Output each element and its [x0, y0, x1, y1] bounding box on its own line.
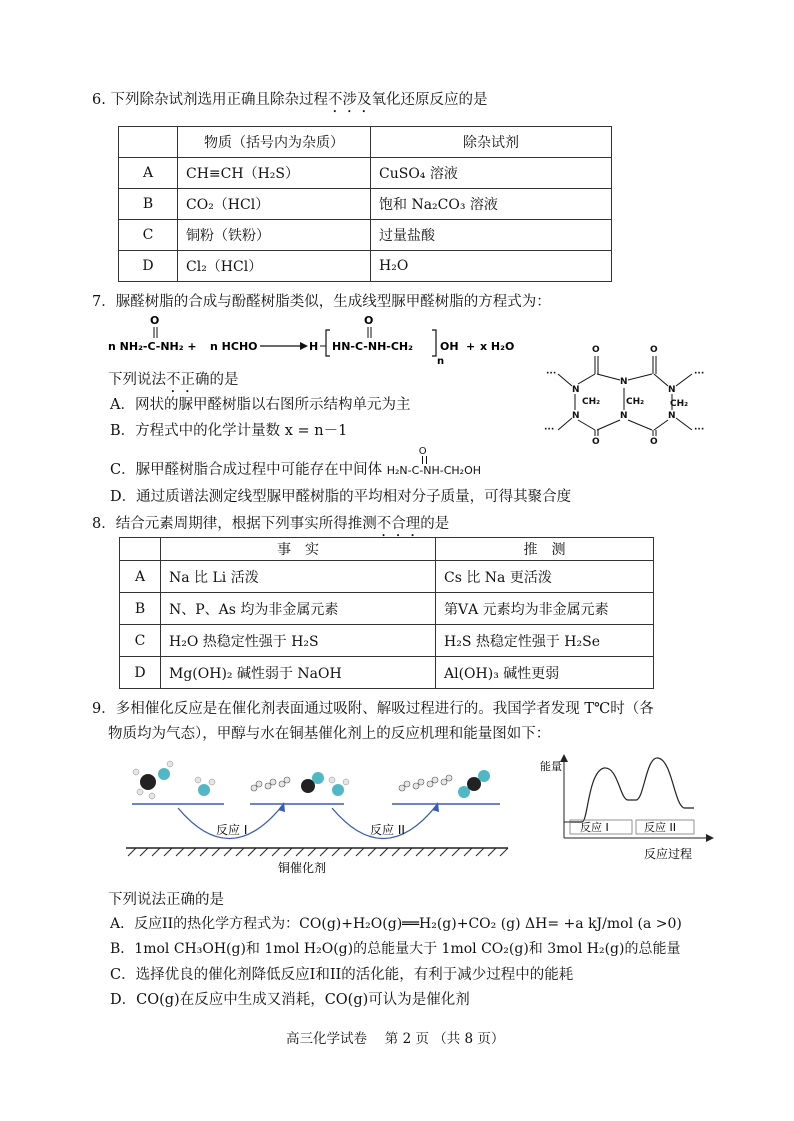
q8-cell: Cs 比 Na 更活泼 — [436, 561, 654, 593]
q8-table — [119, 537, 654, 689]
q7-stem: 7．脲醛树脂的合成与酚醛树脂类似，生成线型脲甲醛树脂的方程式为： — [92, 294, 551, 310]
ring-o: O — [592, 437, 600, 447]
eq-unit: HN-C-NH-CH₂ — [332, 340, 413, 353]
q9-option-c: C．选择优良的催化剂降低反应I和II的活化能，有利于减少过程中的能耗 — [110, 967, 574, 983]
water-molecule-2 — [329, 777, 349, 796]
q7-c-formula: H₂N-C-NH-CH₂OH — [386, 464, 481, 477]
q6-cell: 铜粉（铁粉） — [178, 220, 371, 251]
svg-text:+: + — [466, 340, 476, 353]
q7-sub-pre: 下列说法 — [108, 372, 166, 388]
ring-o: O — [650, 437, 658, 447]
q8-header-2: 推 测 — [436, 538, 654, 561]
q8-cell: A — [120, 561, 161, 593]
q6-stem — [92, 88, 487, 116]
energy-curve — [570, 758, 694, 822]
ring-n: N — [572, 385, 580, 395]
water-molecule — [195, 777, 215, 796]
ring-n: N — [572, 411, 580, 421]
eq-arrow-head — [300, 342, 308, 350]
co2-molecule — [458, 770, 490, 798]
q7-option-c — [110, 446, 481, 479]
eq-oh: OH — [440, 340, 459, 353]
q9-option-d: D．CO(g)在反应中生成又消耗，CO(g)可认为是催化剂 — [110, 992, 470, 1008]
q6-cell: D — [119, 251, 178, 282]
q6-header-1: 物质（括号内为杂质） — [178, 127, 371, 158]
ring-ch2: CH₂ — [670, 399, 689, 409]
q8-cell: H₂S 热稳定性强于 H₂Se — [436, 625, 654, 657]
eq-o-1: O — [150, 314, 160, 327]
q6-stem-emphasis: 不涉及 — [327, 92, 372, 108]
q7-equation — [100, 312, 540, 364]
q6-cell: C — [119, 220, 178, 251]
q7-option-d: D．通过质谱法测定线型脲甲醛树脂的平均相对分子质量，可得其聚合度 — [110, 489, 572, 505]
q8-header-1: 事 实 — [161, 538, 436, 561]
q9-option-a: A．反应II的热化学方程式为：CO(g)+H₂O(g)══H₂(g)+CO₂ (g) ΔH= +a kJ/mol (a >0) — [110, 916, 682, 932]
q8-cell: N、P、As 均为非金属元素 — [161, 593, 436, 625]
q8-stem — [92, 512, 449, 540]
q6-header-2: 除杂试剂 — [371, 127, 612, 158]
q7-sub — [108, 368, 239, 396]
q6-cell: CuSO₄ 溶液 — [371, 158, 612, 189]
ring-dots: ··· — [544, 425, 555, 435]
q8-cell: Na 比 Li 活泼 — [161, 561, 436, 593]
q7-ring-structure — [540, 340, 710, 448]
q8-stem-pre: 8．结合元素周期律，根据下列事实所得推测 — [92, 516, 377, 532]
eq-n: n — [437, 356, 445, 364]
ring-n: N — [620, 377, 628, 387]
ring-dots: ··· — [694, 425, 705, 435]
q9-stem-line2: 物质均为气态），甲醇与水在铜基催化剂上的反应机理和能量图如下： — [108, 726, 551, 742]
q9-mechanism-figure — [118, 752, 518, 880]
q6-cell: Cl₂（HCl） — [178, 251, 371, 282]
q7-c-o: O — [418, 446, 427, 457]
q8-cell: 第ⅤA 元素均为非金属元素 — [436, 593, 654, 625]
q6-header-0 — [119, 127, 178, 158]
q8-cell: D — [120, 657, 161, 689]
q8-header-0 — [120, 538, 161, 561]
q6-cell: CO₂（HCl） — [178, 189, 371, 220]
co-molecule-1 — [301, 772, 324, 793]
q7-option-b: B．方程式中的化学计量数 x = n－1 — [110, 423, 348, 439]
q6-stem-pre: 6. 下列除杂试剂选用正确且除杂过程 — [92, 92, 328, 108]
q8-cell: B — [120, 593, 161, 625]
catalyst-hatching — [128, 848, 508, 856]
ring-o: O — [592, 345, 600, 355]
page-footer: 高三化学试卷 第 2 页 （共 8 页） — [286, 1031, 505, 1047]
eq-o-2: O — [364, 314, 374, 327]
hydrogen-molecules-2 — [399, 775, 452, 791]
q6-cell: H₂O — [371, 251, 612, 282]
eq-reactant2: n HCHO — [210, 340, 258, 353]
q6-cell: CH≡CH（H₂S） — [178, 158, 371, 189]
eq-bracket-left — [326, 330, 330, 356]
q9-energy-diagram — [540, 752, 720, 868]
ring-ch2: CH₂ — [582, 397, 601, 407]
ring-n: N — [620, 411, 628, 421]
label-reaction-2: 反应 II — [370, 823, 405, 837]
q6-cell: A — [119, 158, 178, 189]
q6-table — [118, 126, 612, 282]
q6-cell: B — [119, 189, 178, 220]
q7-sub-emphasis: 不正 — [166, 372, 195, 388]
q8-stem-post: 的是 — [420, 516, 450, 532]
q6-cell: 饱和 Na₂CO₃ 溶液 — [371, 189, 612, 220]
ring-ch2: CH₂ — [626, 397, 645, 407]
energy-label-2: 反应 II — [644, 821, 676, 834]
y-axis-label: 能量 — [540, 760, 562, 773]
eq-h: H — [309, 340, 319, 353]
q9-sub: 下列说法正确的是 — [108, 892, 224, 908]
eq-water: x H₂O — [480, 340, 515, 353]
ring-dots: ··· — [546, 369, 557, 379]
energy-label-1: 反应 I — [580, 821, 609, 834]
q6-stem-post: 氧化还原反应的是 — [371, 92, 488, 108]
label-reaction-1: 反应 I — [216, 823, 248, 837]
q9-stem-line1: 9．多相催化反应是在催化剂表面通过吸附、解吸过程进行的。我国学者发现 T℃时（各 — [92, 701, 654, 717]
label-catalyst: 铜催化剂 — [278, 861, 327, 875]
q8-cell: Mg(OH)₂ 碱性弱于 NaOH — [161, 657, 436, 689]
q7-c-double-bond — [422, 456, 427, 464]
methanol-molecule — [133, 761, 173, 799]
hydrogen-molecules-1 — [251, 777, 290, 791]
eq-bracket-right — [432, 330, 436, 356]
eq-reactant1: n NH₂-C-NH₂ + — [108, 340, 197, 353]
q6-cell: 过量盐酸 — [371, 220, 612, 251]
ring-o: O — [650, 345, 658, 355]
ring-n: N — [668, 385, 676, 395]
q8-cell: Al(OH)₃ 碱性更弱 — [436, 657, 654, 689]
x-axis-label: 反应过程 — [644, 847, 693, 861]
q7-sub-post: 确的是 — [195, 372, 239, 388]
q8-stem-emphasis: 不合理 — [376, 516, 421, 532]
q7-option-a: A．网状的脲甲醛树脂以右图所示结构单元为主 — [110, 397, 411, 413]
q8-cell: H₂O 热稳定性强于 H₂S — [161, 625, 436, 657]
ring-n: N — [668, 411, 676, 421]
q9-option-b: B．1mol CH₃OH(g)和 1mol H₂O(g)的总能量大于 1mol CO₂(g)和 3mol H₂(g)的总能量 — [110, 941, 681, 957]
q7-option-c-text: C．脲甲醛树脂合成过程中可能存在中间体 — [110, 462, 383, 478]
q8-cell: C — [120, 625, 161, 657]
ring-dots: ··· — [694, 369, 705, 379]
